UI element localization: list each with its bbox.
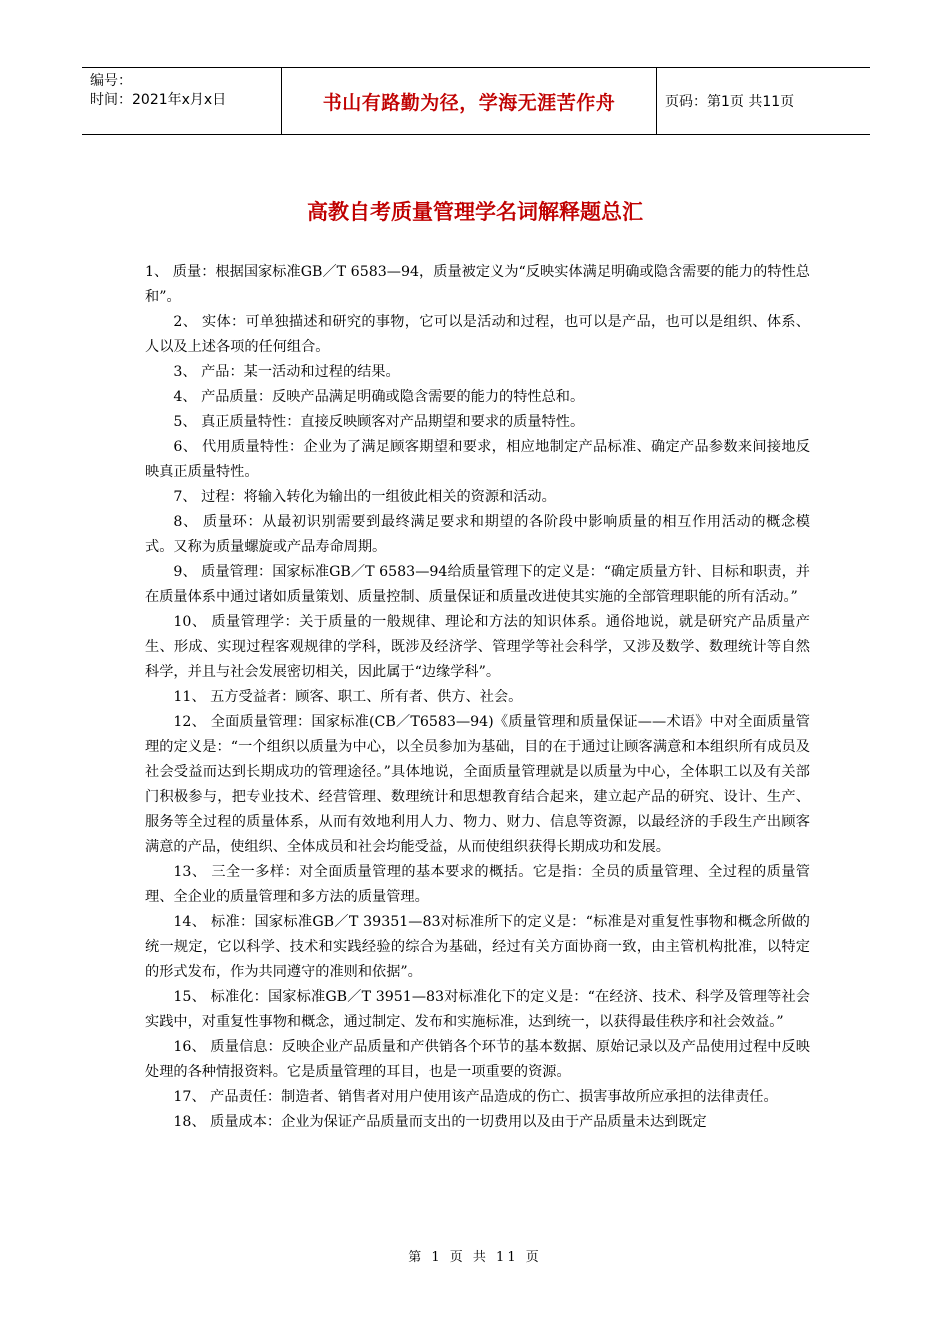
paragraph: 5、 真正质量特性：直接反映顾客对产品期望和要求的质量特性。 (173, 414, 585, 430)
document-body (145, 260, 810, 1135)
paragraph: 14、 标准：国家标准GB／T 39351—83对标准所下的定义是：“标准是对重复性事物和概念所做的统一规定，它以科学、技术和实践经验的综合为基础，经过有关方面协商一致，由主管机构批准，以特定的形式发布，作为共同遵守的准则和依据”。 (145, 914, 810, 980)
time-label: 时间：2021年x月x日 (90, 92, 227, 108)
paragraph: 16、 质量信息：反映企业产品质量和产供销各个环节的基本数据、原始记录以及产品使用过程中反映处理的各种情报资料。它是质量管理的耳目，也是一项重要的资源。 (145, 1039, 810, 1080)
paragraph: 18、 质量成本：企业为保证产品质量而支出的一切费用以及由于产品质量未达到既定 (173, 1114, 707, 1130)
document-title: 高教自考质量管理学名词解释题总汇 (307, 200, 643, 224)
paragraph: 1、 质量：根据国家标准GB／T 6583—94，质量被定义为“反映实体满足明确或隐含需要的能力的特性总和”。 (145, 264, 810, 305)
header-motto: 书山有路勤为径，学海无涯苦作舟 (282, 68, 657, 134)
paragraph: 13、 三全一多样：对全面质量管理的基本要求的概括。它是指：全员的质量管理、全过程的质量管理、全企业的质量管理和多方法的质量管理。 (145, 864, 810, 905)
paragraph: 9、 质量管理：国家标准GB／T 6583—94给质量管理下的定义是：“确定质量方针、目标和职责，并在质量体系中通过诸如质量策划、质量控制、质量保证和质量改进使其实施的全部管理职能的所有活动。” (145, 564, 810, 605)
paragraph: 3、 产品：某一活动和过程的结果。 (173, 364, 400, 380)
paragraph: 6、 代用质量特性：企业为了满足顾客期望和要求，相应地制定产品标准、确定产品参数来间接地反映真正质量特性。 (145, 439, 810, 480)
paragraph: 7、 过程：将输入转化为输出的一组彼此相关的资源和活动。 (173, 489, 556, 505)
paragraph: 17、 产品责任：制造者、销售者对用户使用该产品造成的伤亡、损害事故所应承担的法律责任。 (173, 1089, 778, 1105)
document-header (82, 67, 870, 135)
header-page-info: 页码：第1页 共11页 (665, 94, 795, 110)
paragraph: 11、 五方受益者：顾客、职工、所有者、供方、社会。 (173, 689, 523, 705)
paragraph: 10、 质量管理学：关于质量的一般规律、理论和方法的知识体系。通俗地说，就是研究产品质量产生、形成、实现过程客观规律的学科，既涉及经济学、管理学等社会科学，又涉及数学、数理统计等自然科学，并且与社会发展密切相关，因此属于“边缘学科”。 (145, 614, 810, 680)
number-label: 编号： (90, 73, 132, 89)
paragraph: 2、 实体：可单独描述和研究的事物，它可以是活动和过程，也可以是产品，也可以是组织、体系、人以及上述各项的任何组合。 (145, 314, 810, 355)
paragraph: 15、 标准化：国家标准GB／T 3951—83对标准化下的定义是：“在经济、技术、科学及管理等社会实践中，对重复性事物和概念，通过制定、发布和实施标准，达到统一，以获得最佳秩序和社会效益。” (145, 989, 810, 1030)
page-footer: 第 1 页 共 11 页 (408, 1250, 542, 1265)
paragraph: 8、 质量环：从最初识别需要到最终满足要求和期望的各阶段中影响质量的相互作用活动的概念模式。又称为质量螺旋或产品寿命周期。 (145, 514, 810, 555)
paragraph: 4、 产品质量：反映产品满足明确或隐含需要的能力的特性总和。 (173, 389, 585, 405)
paragraph: 12、 全面质量管理：国家标准(CB／T6583—94)《质量管理和质量保证——术语》中对全面质量管理的定义是：“一个组织以质量为中心，以全员参加为基础，目的在于通过让顾客满意和本组织所有成员及社会受益而达到长期成功的管理途径。”具体地说，全面质量管理就是以质量为中心，全体职工以及有关部门积极参与，把专业技术、经营管理、数理统计和思想教育结合起来，建立起产品的研究、设计、生产、服务等全过程的质量体系，从而有效地利用人力、物力、财力、信息等资源，以最经济的手段生产出顾客满意的产品，使组织、全体成员和社会均能受益，从而使组织获得长期成功和发展。 (145, 714, 810, 855)
header-meta (82, 68, 282, 134)
